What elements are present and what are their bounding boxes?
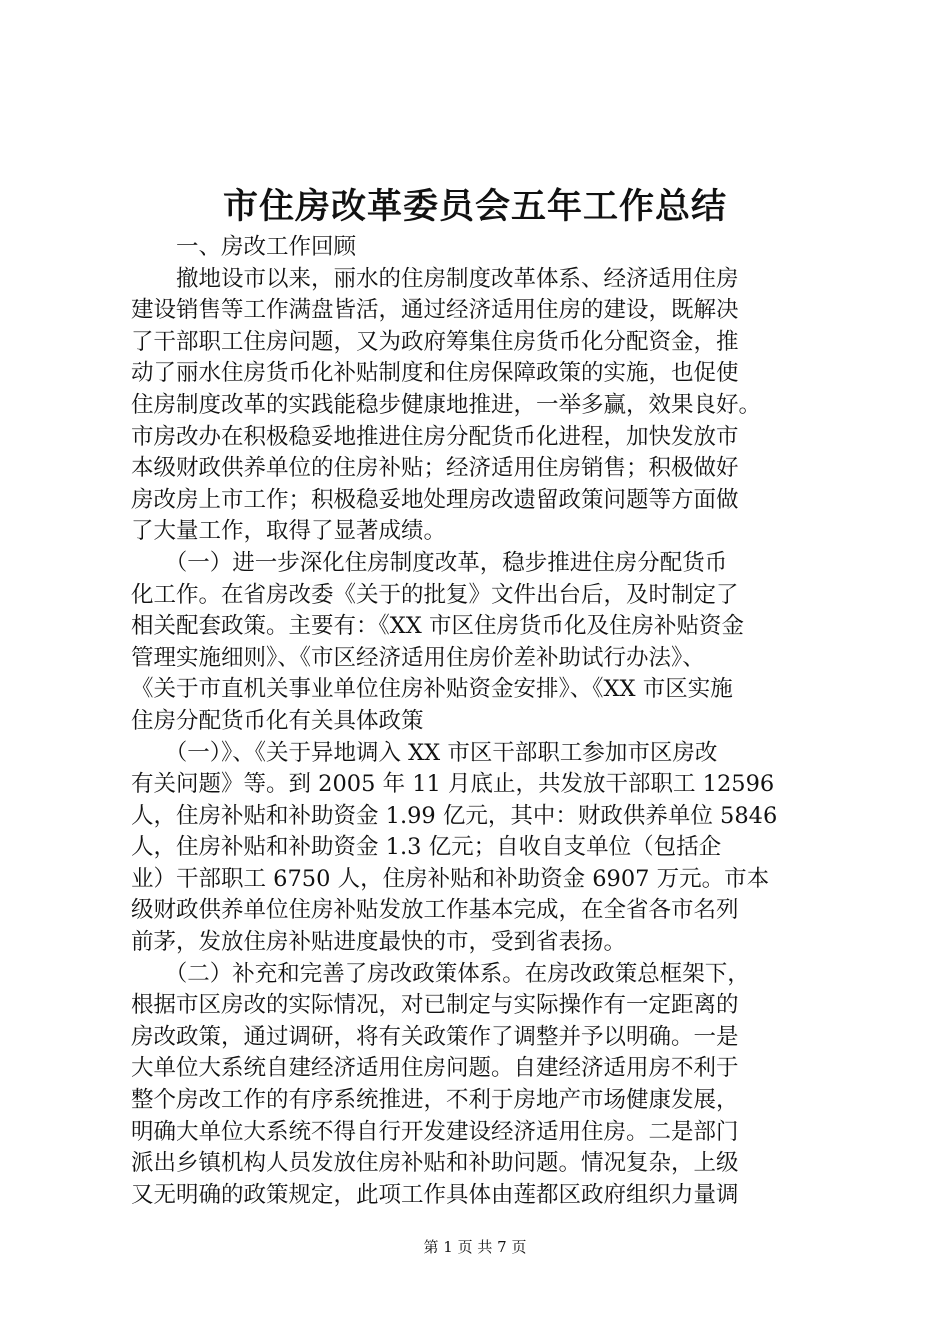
body-line: （二）补充和完善了房改政策体系。在房改政策总框架下， [131, 960, 750, 987]
body-line: 又无明确的政策规定，此项工作具体由莲都区政府组织力量调 [131, 1181, 739, 1208]
body-line: （一）进一步深化住房制度改革，稳步推进住房分配货币 [131, 549, 728, 576]
body-line: 整个房改工作的有序系统推进，不利于房地产市场健康发展， [131, 1087, 739, 1114]
body-line: 派出乡镇机构人员发放住房补贴和补助问题。情况复杂，上级 [131, 1150, 739, 1177]
body-line: 级财政供养单位住房补贴发放工作基本完成，在全省各市名列 [131, 897, 739, 924]
body-line: 市房改办在积极稳妥地推进住房分配货币化进程，加快发放市 [131, 423, 739, 450]
body-line: 撤地设市以来，丽水的住房制度改革体系、经济适用住房 [131, 265, 739, 292]
body-line: 房改政策，通过调研，将有关政策作了调整并予以明确。一是 [131, 1023, 739, 1050]
body-line: 相关配套政策。主要有：《XX 市区住房货币化及住房补贴资金 [131, 613, 744, 640]
body-line: 《关于市直机关事业单位住房补贴资金安排》、《XX 市区实施 [131, 676, 733, 703]
body-line: 动了丽水住房货币化补贴制度和住房保障政策的实施，也促使 [131, 360, 739, 387]
body-line: （一）》、《关于异地调入 XX 市区干部职工参加市区房改 [131, 739, 718, 766]
body-line: 业）干部职工 6750 人，住房补贴和补助资金 6907 万元。市本 [131, 865, 770, 892]
body-line: 建设销售等工作满盘皆活，通过经济适用住房的建设，既解决 [131, 297, 739, 324]
body-line: 大单位大系统自建经济适用住房问题。自建经济适用房不利于 [131, 1055, 739, 1082]
body-line: 了干部职工住房问题，又为政府筹集住房货币化分配资金，推 [131, 328, 739, 355]
body-line: 人，住房补贴和补助资金 1.3 亿元；自收自支单位（包括企 [131, 834, 722, 861]
body-line: 了大量工作，取得了显著成绩。 [131, 518, 447, 545]
body-line: 一、房改工作回顾 [131, 234, 357, 260]
body-line: 有关问题》等。到 2005 年 11 月底止，共发放干部职工 12596 [131, 771, 775, 798]
body-line: 化工作。在省房改委《关于的批复》文件出台后，及时制定了 [131, 581, 739, 608]
body-line: 人，住房补贴和补助资金 1.99 亿元，其中：财政供养单位 5846 [131, 802, 778, 829]
body-line: 明确大单位大系统不得自行开发建设经济适用住房。二是部门 [131, 1118, 739, 1145]
body-line: 住房制度改革的实践能稳步健康地推进，一举多赢，效果良好。 [131, 391, 762, 418]
page-footer: 第 1 页 共 7 页 [423, 1238, 527, 1256]
body-line: 前茅，发放住房补贴进度最快的市，受到省表扬。 [131, 929, 627, 956]
body-line: 管理实施细则》、《市区经济适用住房价差补助试行办法》、 [131, 644, 705, 671]
body-line: 住房分配货币化有关具体政策 [131, 707, 424, 734]
document-title: 市住房改革委员会五年工作总结 [222, 186, 727, 227]
body-line: 本级财政供养单位的住房补贴；经济适用住房销售；积极做好 [131, 455, 739, 482]
document-body [131, 232, 831, 1211]
body-line: 房改房上市工作；积极稳妥地处理房改遗留政策问题等方面做 [131, 486, 739, 513]
body-line: 根据市区房改的实际情况，对已制定与实际操作有一定距离的 [131, 992, 739, 1019]
